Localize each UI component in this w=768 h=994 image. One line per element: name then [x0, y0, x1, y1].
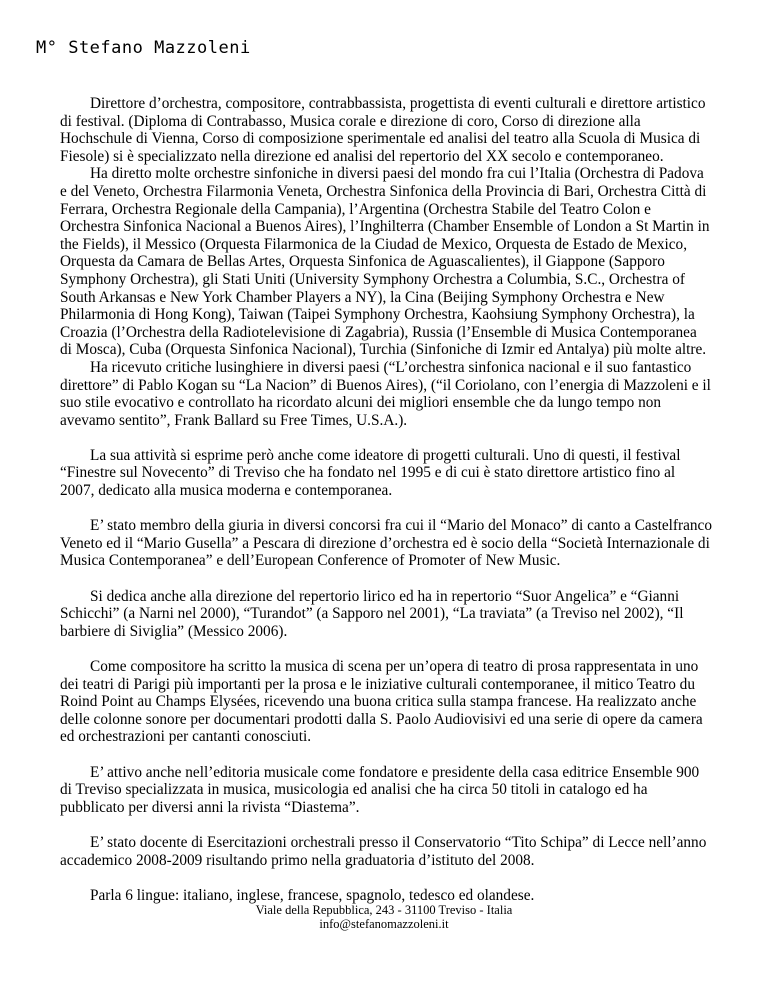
paragraph-reviews: Ha ricevuto critiche lusinghiere in diversi paesi (“L’orchestra sinfonica nacional e il suo fantastico direttore” di Pablo Kogan su “La Nacion” di Buenos Aires), (“il Coriolano, con l’energia di Mazzoleni e il suo stile evocativo e controllato ha ricordato alcuni dei migliori ensemble che da lungo tempo non avevamo sentito”, Frank Ballard su Free Times, U.S.A.). [60, 358, 711, 429]
footer-address: Viale della Repubblica, 243 - 31100 Treviso - Italia [255, 903, 513, 917]
page-title: M° Stefano Mazzoleni [36, 38, 251, 58]
biography-body [60, 95, 712, 904]
paragraph-composer: Come compositore ha scritto la musica di scena per un’opera di teatro di prosa rappresentata in uno dei teatri di Parigi più importanti per la prosa e le iniziative culturali contemporanee, il mitico Teatro du Roind Point au Champs Elysées, ricevendo una buona critica sulla stampa francese. Ha realizzato anche delle colonne sonore per documentari prodotti dalla S. Paolo Audiovisivi ed una serie di opere da camera ed orchestrazioni per cantanti conosciuti. [60, 658, 703, 746]
footer-email: info@stefanomazzoleni.it [319, 917, 449, 931]
paragraph-teaching: E’ stato docente di Esercitazioni orchestrali presso il Conservatorio “Tito Schipa” di Lecce nell’anno accademico 2008-2009 risultando primo nella graduatoria d’istituto del 2008. [60, 833, 707, 869]
paragraph-opera: Si dedica anche alla direzione del repertorio lirico ed ha in repertorio “Suor Angelica” e “Gianni Schicchi” (a Narni nel 2000), “Turandot” (a Sapporo nel 2001), “La traviata” (a Treviso nel 2002), “Il barbiere di Siviglia” (Messico 2006). [60, 587, 684, 640]
paragraph-publishing: E’ attivo anche nell’editoria musicale come fondatore e presidente della casa editrice Ensemble 900 di Treviso specializzata in musica, musicologia ed analisi che ha circa 50 titoli in catalogo ed ha pubblicato per diversi anni la rivista “Diastema”. [60, 763, 700, 816]
paragraph-festival: La sua attività si esprime però anche come ideatore di progetti culturali. Uno di questi, il festival “Finestre sul Novecento” di Treviso che ha fondato nel 1995 e di cui è stato direttore artistico fino al 2007, dedicato alla musica moderna e contemporanea. [60, 446, 681, 500]
paragraph-languages: Parla 6 lingue: italiano, inglese, francese, spagnolo, tedesco ed olandese. [90, 886, 535, 904]
paragraph-jury: E’ stato membro della giuria in diversi concorsi fra cui il “Mario del Monaco” di canto a Castelfranco Veneto ed il “Mario Gusella” a Pescara di direzione d’orchestra ed è socio della “Società Internazionale di Musica Contemporanea” e dell’European Conference of Promoter of New Music. [60, 517, 712, 570]
paragraph-intro: Direttore d’orchestra, compositore, contrabbassista, progettista di eventi culturali e direttore artistico di festival. (Diploma di Contrabasso, Musica corale e direzione di coro, Corso di direzione alla Hochschule di Vienna, Corso di composizione sperimentale ed analisi del teatro alla Scuola di Musica di Fiesole) si è specializzato nella direzione ed analisi del repertorio del XX secolo e contemporaneo. [60, 95, 706, 165]
page-footer [0, 903, 768, 931]
paragraph-orchestras: Ha diretto molte orchestre sinfoniche in diversi paesi del mondo fra cui l’Italia (Orchestra di Padova e del Veneto, Orchestra Filarmonia Veneta, Orchestra Sinfonica della Provincia di Bari, Orchestra Città di Ferrara, Orchestra Regionale della Campania), l’Argentina (Orchestra Stabile del Teatro Colon e Orchestra Sinfonica Nacional a Buenos Aires), l’Inghilterra (Chamber Ensemble of London a St Martin in the Fields), il Messico (Orquesta Filarmonica de la Ciudad de Mexico, Orquesta de Estado de Mexico, Orquesta da Camara de Bellas Artes, Orquesta Sinfonica de Aguascalientes), il Giappone (Sapporo Symphony Orchestra), gli Stati Uniti (University Symphony Orchestra a Columbia, S.C., Orchestra of South Arkansas e New York Chamber Players a NY), la Cina (Beijing Symphony Orchestra e New Philarmonia di Hong Kong), Taiwan (Taipei Symphony Orchestra, Kaohsiung Symphony Orchestra), la Croazia (l’Orchestra della Radiotelevisione di Zagabria), Russia (l’Ensemble di Musica Contemporanea di Mosca), Cuba (Orquesta Sinfonica Nacional), Turchia (Sinfoniche di Izmir ed Antalya) più molte altre. [60, 165, 710, 359]
